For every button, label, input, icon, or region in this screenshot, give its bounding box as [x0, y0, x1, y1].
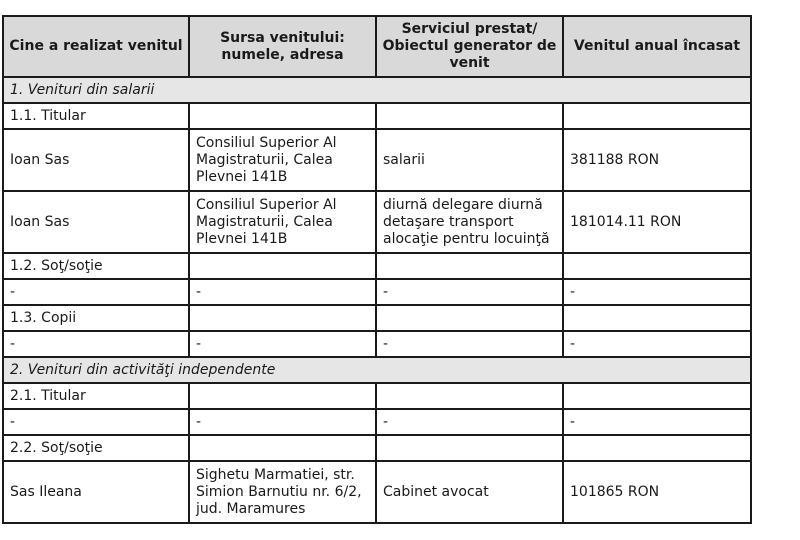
table-body — [3, 77, 751, 523]
section-title: 1. Venituri din salarii — [3, 77, 751, 103]
cell-service: Cabinet avocat — [376, 461, 563, 523]
table-row — [3, 409, 751, 435]
cell-income-source — [189, 305, 376, 331]
cell-annual-income — [563, 383, 751, 409]
cell-earner: Ioan Sas — [3, 129, 189, 191]
cell-income-source: Sighetu Marmatiei, str. Simion Barnutiu nr. 6/2, jud. Maramures — [189, 461, 376, 523]
cell-income-source: - — [189, 331, 376, 357]
table-row — [3, 461, 751, 523]
cell-earner: Ioan Sas — [3, 191, 189, 253]
header-income-source: Sursa venitului: numele, adresa — [189, 16, 376, 77]
cell-annual-income — [563, 253, 751, 279]
table-row — [3, 383, 751, 409]
table-row — [3, 305, 751, 331]
cell-annual-income: 381188 RON — [563, 129, 751, 191]
cell-earner: - — [3, 279, 189, 305]
cell-income-source: - — [189, 279, 376, 305]
cell-annual-income — [563, 435, 751, 461]
cell-earner: - — [3, 409, 189, 435]
cell-annual-income: - — [563, 331, 751, 357]
cell-annual-income: 101865 RON — [563, 461, 751, 523]
cell-annual-income: - — [563, 409, 751, 435]
income-declaration — [2, 15, 752, 524]
table-row — [3, 129, 751, 191]
header-service-provided: Serviciul prestat/ Obiectul generator de venit — [376, 16, 563, 77]
table-row — [3, 279, 751, 305]
table-header-row — [3, 16, 751, 77]
cell-income-source: - — [189, 409, 376, 435]
cell-income-source — [189, 435, 376, 461]
cell-service: salarii — [376, 129, 563, 191]
income-table — [2, 15, 752, 524]
cell-income-source — [189, 103, 376, 129]
table-row — [3, 103, 751, 129]
cell-income-source — [189, 253, 376, 279]
cell-service: - — [376, 331, 563, 357]
cell-earner: Sas Ileana — [3, 461, 189, 523]
cell-income-source — [189, 383, 376, 409]
cell-earner: 1.1. Titular — [3, 103, 189, 129]
cell-service: - — [376, 409, 563, 435]
table-row — [3, 435, 751, 461]
cell-service — [376, 305, 563, 331]
section-title: 2. Venituri din activităţi independente — [3, 357, 751, 383]
table-row — [3, 331, 751, 357]
cell-earner: 1.3. Copii — [3, 305, 189, 331]
cell-earner: 2.1. Titular — [3, 383, 189, 409]
cell-earner: - — [3, 331, 189, 357]
cell-income-source: Consiliul Superior Al Magistraturii, Calea Plevnei 141B — [189, 129, 376, 191]
cell-annual-income — [563, 103, 751, 129]
cell-service — [376, 383, 563, 409]
table-row — [3, 253, 751, 279]
header-annual-income: Venitul anual încasat — [563, 16, 751, 77]
cell-earner: 1.2. Soţ/soţie — [3, 253, 189, 279]
table-row — [3, 191, 751, 253]
cell-annual-income — [563, 305, 751, 331]
cell-earner: 2.2. Soţ/soţie — [3, 435, 189, 461]
cell-service — [376, 435, 563, 461]
header-earner: Cine a realizat venitul — [3, 16, 189, 77]
cell-income-source: Consiliul Superior Al Magistraturii, Calea Plevnei 141B — [189, 191, 376, 253]
cell-service — [376, 253, 563, 279]
cell-annual-income: - — [563, 279, 751, 305]
cell-annual-income: 181014.11 RON — [563, 191, 751, 253]
section-row — [3, 357, 751, 383]
section-row — [3, 77, 751, 103]
cell-service: diurnă delegare diurnă detaşare transport alocaţie pentru locuinţă — [376, 191, 563, 253]
cell-service: - — [376, 279, 563, 305]
cell-service — [376, 103, 563, 129]
